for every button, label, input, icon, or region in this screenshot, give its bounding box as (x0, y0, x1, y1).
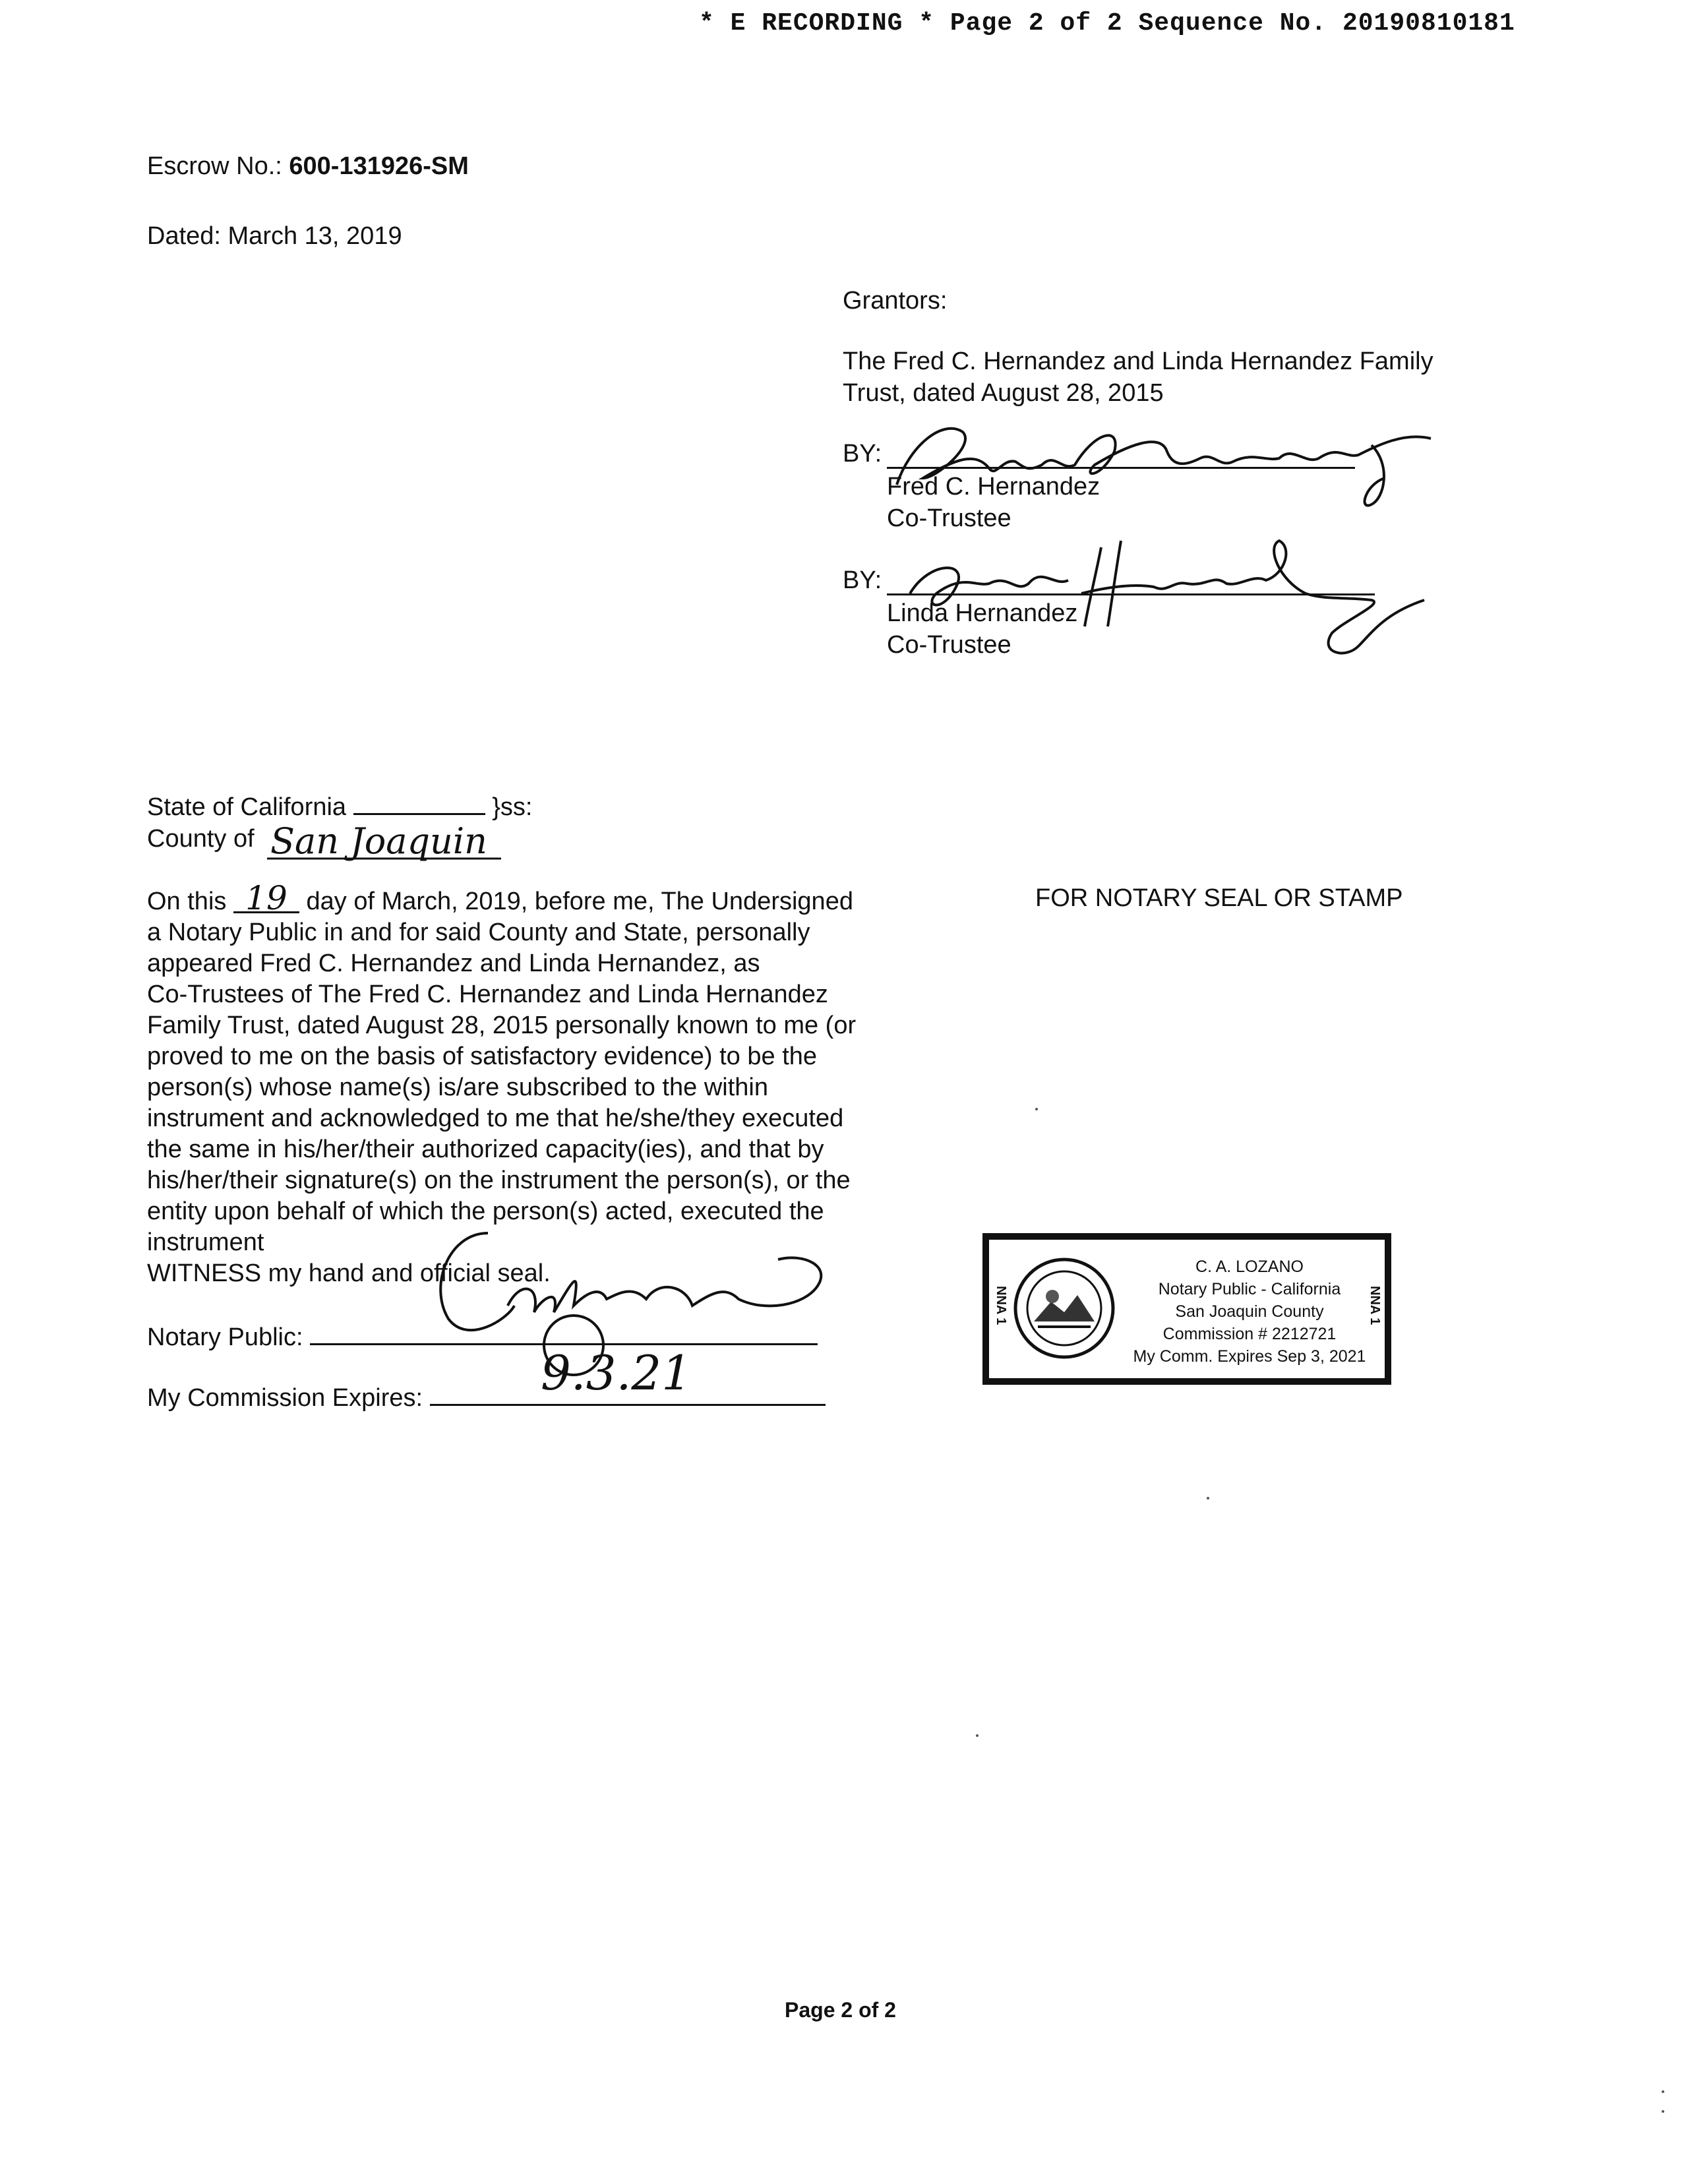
scan-speck (1207, 1497, 1209, 1500)
county-handwritten (264, 806, 554, 872)
dated-line (147, 220, 402, 252)
stamp-side-right: NNA 1 (1368, 1286, 1382, 1325)
stamp-line-expires: My Comm. Expires Sep 3, 2021 (1133, 1347, 1366, 1366)
scan-speck (976, 1734, 979, 1737)
county-label: County of (147, 825, 255, 853)
grantors-heading: Grantors: (843, 287, 948, 315)
ack-line-11: instrument (147, 1228, 264, 1256)
recording-header: * E RECORDING * Page 2 of 2 Sequence No. 20190810181 (699, 9, 1515, 38)
ack-line-12: WITNESS my hand and official seal. (147, 1259, 551, 1287)
commission-line (147, 1382, 826, 1414)
page-footer: Page 2 of 2 (785, 1998, 896, 2022)
escrow-label: Escrow No.: (147, 152, 282, 180)
ack-line-3: Co-Trustees of The Fred C. Hernandez and Linda Hernandez (147, 981, 828, 1008)
ack-line-2: appeared Fred C. Hernandez and Linda Hernandez, as (147, 950, 760, 977)
stamp-line-title: Notary Public - California (1158, 1280, 1341, 1298)
ack-line-10: entity upon behalf of which the person(s) acted, executed the (147, 1198, 824, 1225)
signer-1-title: Co-Trustee (887, 504, 1011, 532)
commission-label: My Commission Expires: (147, 1384, 423, 1412)
ack-line-8: the same in his/her/their authorized capacity(ies), and that by (147, 1136, 824, 1163)
stamp-line-county: San Joaquin County (1175, 1302, 1324, 1321)
county-handwritten-text: San Joaquin (270, 820, 487, 862)
stamp-line-name: C. A. LOZANO (1195, 1258, 1304, 1276)
notary-seal-label: FOR NOTARY SEAL OR STAMP (1035, 884, 1403, 912)
signer-2-title: Co-Trustee (887, 631, 1011, 659)
commission-blank (430, 1404, 826, 1406)
dated-label: Dated: (147, 222, 221, 250)
escrow-line (147, 150, 469, 182)
commission-handwritten: 9.3.21 (541, 1345, 692, 1401)
escrow-number: 600-131926-SM (289, 152, 469, 180)
ack-line-0: On this 19 day of March, 2019, before me, The Undersigned (147, 879, 853, 917)
ack-line-4: Family Trust, dated August 28, 2015 personally known to me (or (147, 1012, 857, 1039)
ack-line-6: person(s) whose name(s) is/are subscribed to the within (147, 1074, 768, 1101)
dated-date: March 13, 2019 (227, 222, 402, 250)
stamp-side-left: NNA 1 (994, 1286, 1008, 1325)
scan-speck (1662, 2110, 1664, 2113)
trust-line-1: The Fred C. Hernandez and Linda Hernandez Family (843, 348, 1433, 375)
ack-line-1: a Notary Public in and for said County and State, personally (147, 919, 810, 946)
state-seal-icon (1011, 1256, 1117, 1361)
ack-line-9: his/her/their signature(s) on the instrument the person(s), or the (147, 1167, 851, 1194)
ack-line-5: proved to me on the basis of satisfactory evidence) to be the (147, 1043, 818, 1070)
stamp-line-commission: Commission # 2212721 (1162, 1325, 1337, 1343)
notary-public-label: Notary Public: (147, 1323, 303, 1351)
stamp-text-block (1121, 1256, 1378, 1368)
county-line (147, 823, 255, 855)
trust-line-2: Trust, dated August 28, 2015 (843, 379, 1164, 407)
by-label-2: BY: (843, 566, 882, 594)
state-text: State of California (147, 793, 347, 821)
notary-stamp (982, 1233, 1391, 1385)
scan-speck (1035, 1108, 1038, 1110)
ss-text: }ss: (492, 793, 533, 821)
ack-line-7: instrument and acknowledged to me that he/she/they executed (147, 1105, 844, 1132)
signer-2-name: Linda Hernandez (887, 599, 1078, 627)
scan-speck (1662, 2090, 1664, 2093)
by-label-1: BY: (843, 440, 882, 468)
day-handwritten: 19 (233, 885, 299, 913)
signer-1-name: Fred C. Hernandez (887, 473, 1100, 501)
